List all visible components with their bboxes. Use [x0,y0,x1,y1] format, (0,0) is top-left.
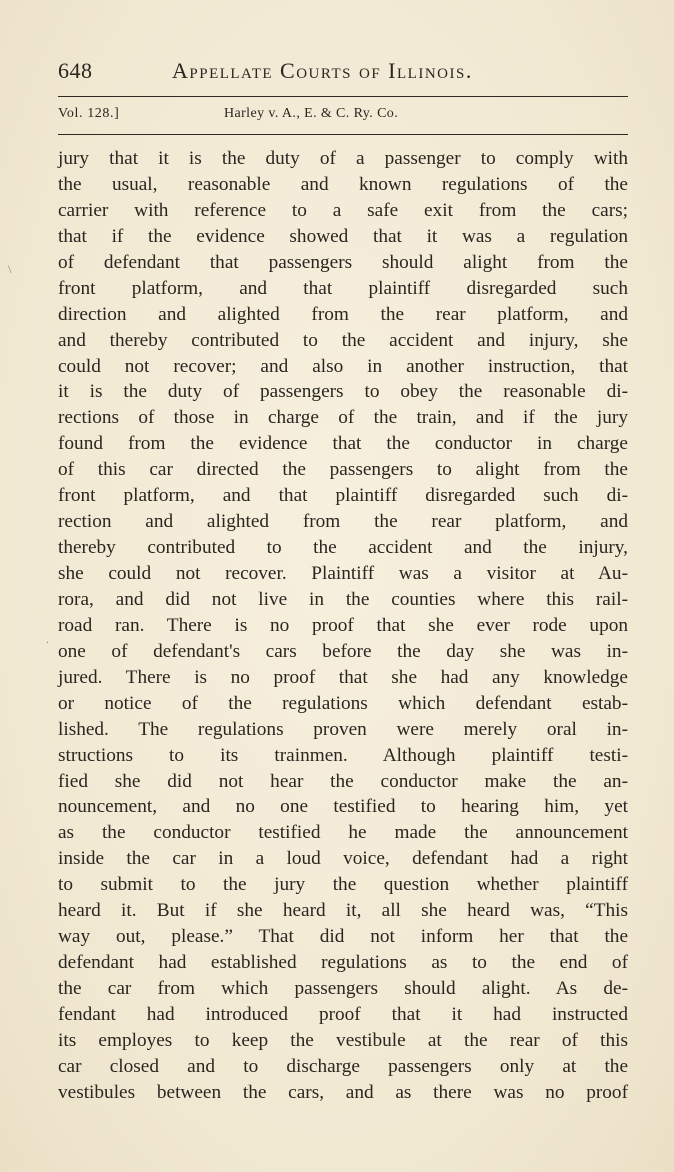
body-text [58,146,628,1106]
text-line: structions to its trainmen. Although plaintiff testi- [58,744,628,766]
text-line: defendant had established regulations as to the end of [58,952,628,974]
case-title: Harley v. A., E. & C. Ry. Co. [224,106,399,121]
page-number: 648 [58,58,93,83]
text-line: of this car directed the passengers to alight from the [58,459,628,481]
text-line: she could not recover. Plaintiff was a visitor at Au- [58,563,628,584]
text-line: it is the duty of passengers to obey the reasonable di- [58,381,628,403]
text-line: fendant had introduced proof that it had instructed [58,1003,628,1025]
text-line: the car from which passengers should alight. As de- [58,978,628,999]
text-line: that if the evidence showed that it was a regulation [58,225,628,247]
text-line: rections of those in charge of the train, and if the jury [58,407,628,429]
text-line: fied she did not hear the conductor make the an- [58,770,628,792]
text-line: found from the evidence that the conductor in charge [58,433,628,455]
text-line: of defendant that passengers should alight from the [58,251,628,273]
text-line: heard it. But if she heard it, all she heard was, “This [58,900,628,922]
text-line: road ran. There is no proof that she ever rode upon [58,614,628,636]
running-head [58,58,628,92]
header-rule-top [58,96,628,97]
text-line: as the conductor testified he made the announcement [58,822,628,844]
text-line: its employes to keep the vestibule at the rear of this [58,1029,628,1051]
text-line: and thereby contributed to the accident and injury, she [58,329,628,351]
text-line: rection and alighted from the rear platform, and [58,511,628,533]
volume-label: Vol. 128.] [58,106,120,121]
text-line: one of defendant's cars before the day she was in- [58,640,628,662]
text-line: car closed and to discharge passengers only at the [58,1055,628,1077]
text-line: rora, and did not live in the counties where this rail- [58,588,628,610]
text-line: vestibules between the cars, and as there was no proof [58,1081,628,1103]
text-line: inside the car in a loud voice, defendant had a right [58,848,628,870]
text-line: jury that it is the duty of a passenger to comply with [58,148,628,169]
text-line: lished. The regulations proven were merely oral in- [58,718,628,740]
text-line: jured. There is no proof that she had any knowledge [58,666,628,688]
text-line: way out, please.” That did not inform her that the [58,926,628,948]
text-line: carrier with reference to a safe exit from the cars; [58,199,628,221]
text-line: nouncement, and no one testified to hearing him, yet [58,796,628,818]
header-rule-bottom [58,134,628,135]
margin-mark: \ [8,262,12,276]
text-line: thereby contributed to the accident and the injury, [58,537,628,559]
text-line: or notice of the regulations which defendant estab- [58,692,628,714]
running-title: Appellate Courts of Illinois. [172,58,473,83]
text-line: the usual, reasonable and known regulations of the [58,173,628,195]
margin-mark: . [46,632,49,646]
text-line: front platform, and that plaintiff disregarded such di- [58,485,628,507]
text-line: could not recover; and also in another instruction, that [58,355,628,377]
case-subheader [58,106,628,128]
text-line: front platform, and that plaintiff disregarded such [58,277,628,299]
text-line: direction and alighted from the rear platform, and [58,303,628,325]
text-line: to submit to the jury the question whether plaintiff [58,874,628,896]
